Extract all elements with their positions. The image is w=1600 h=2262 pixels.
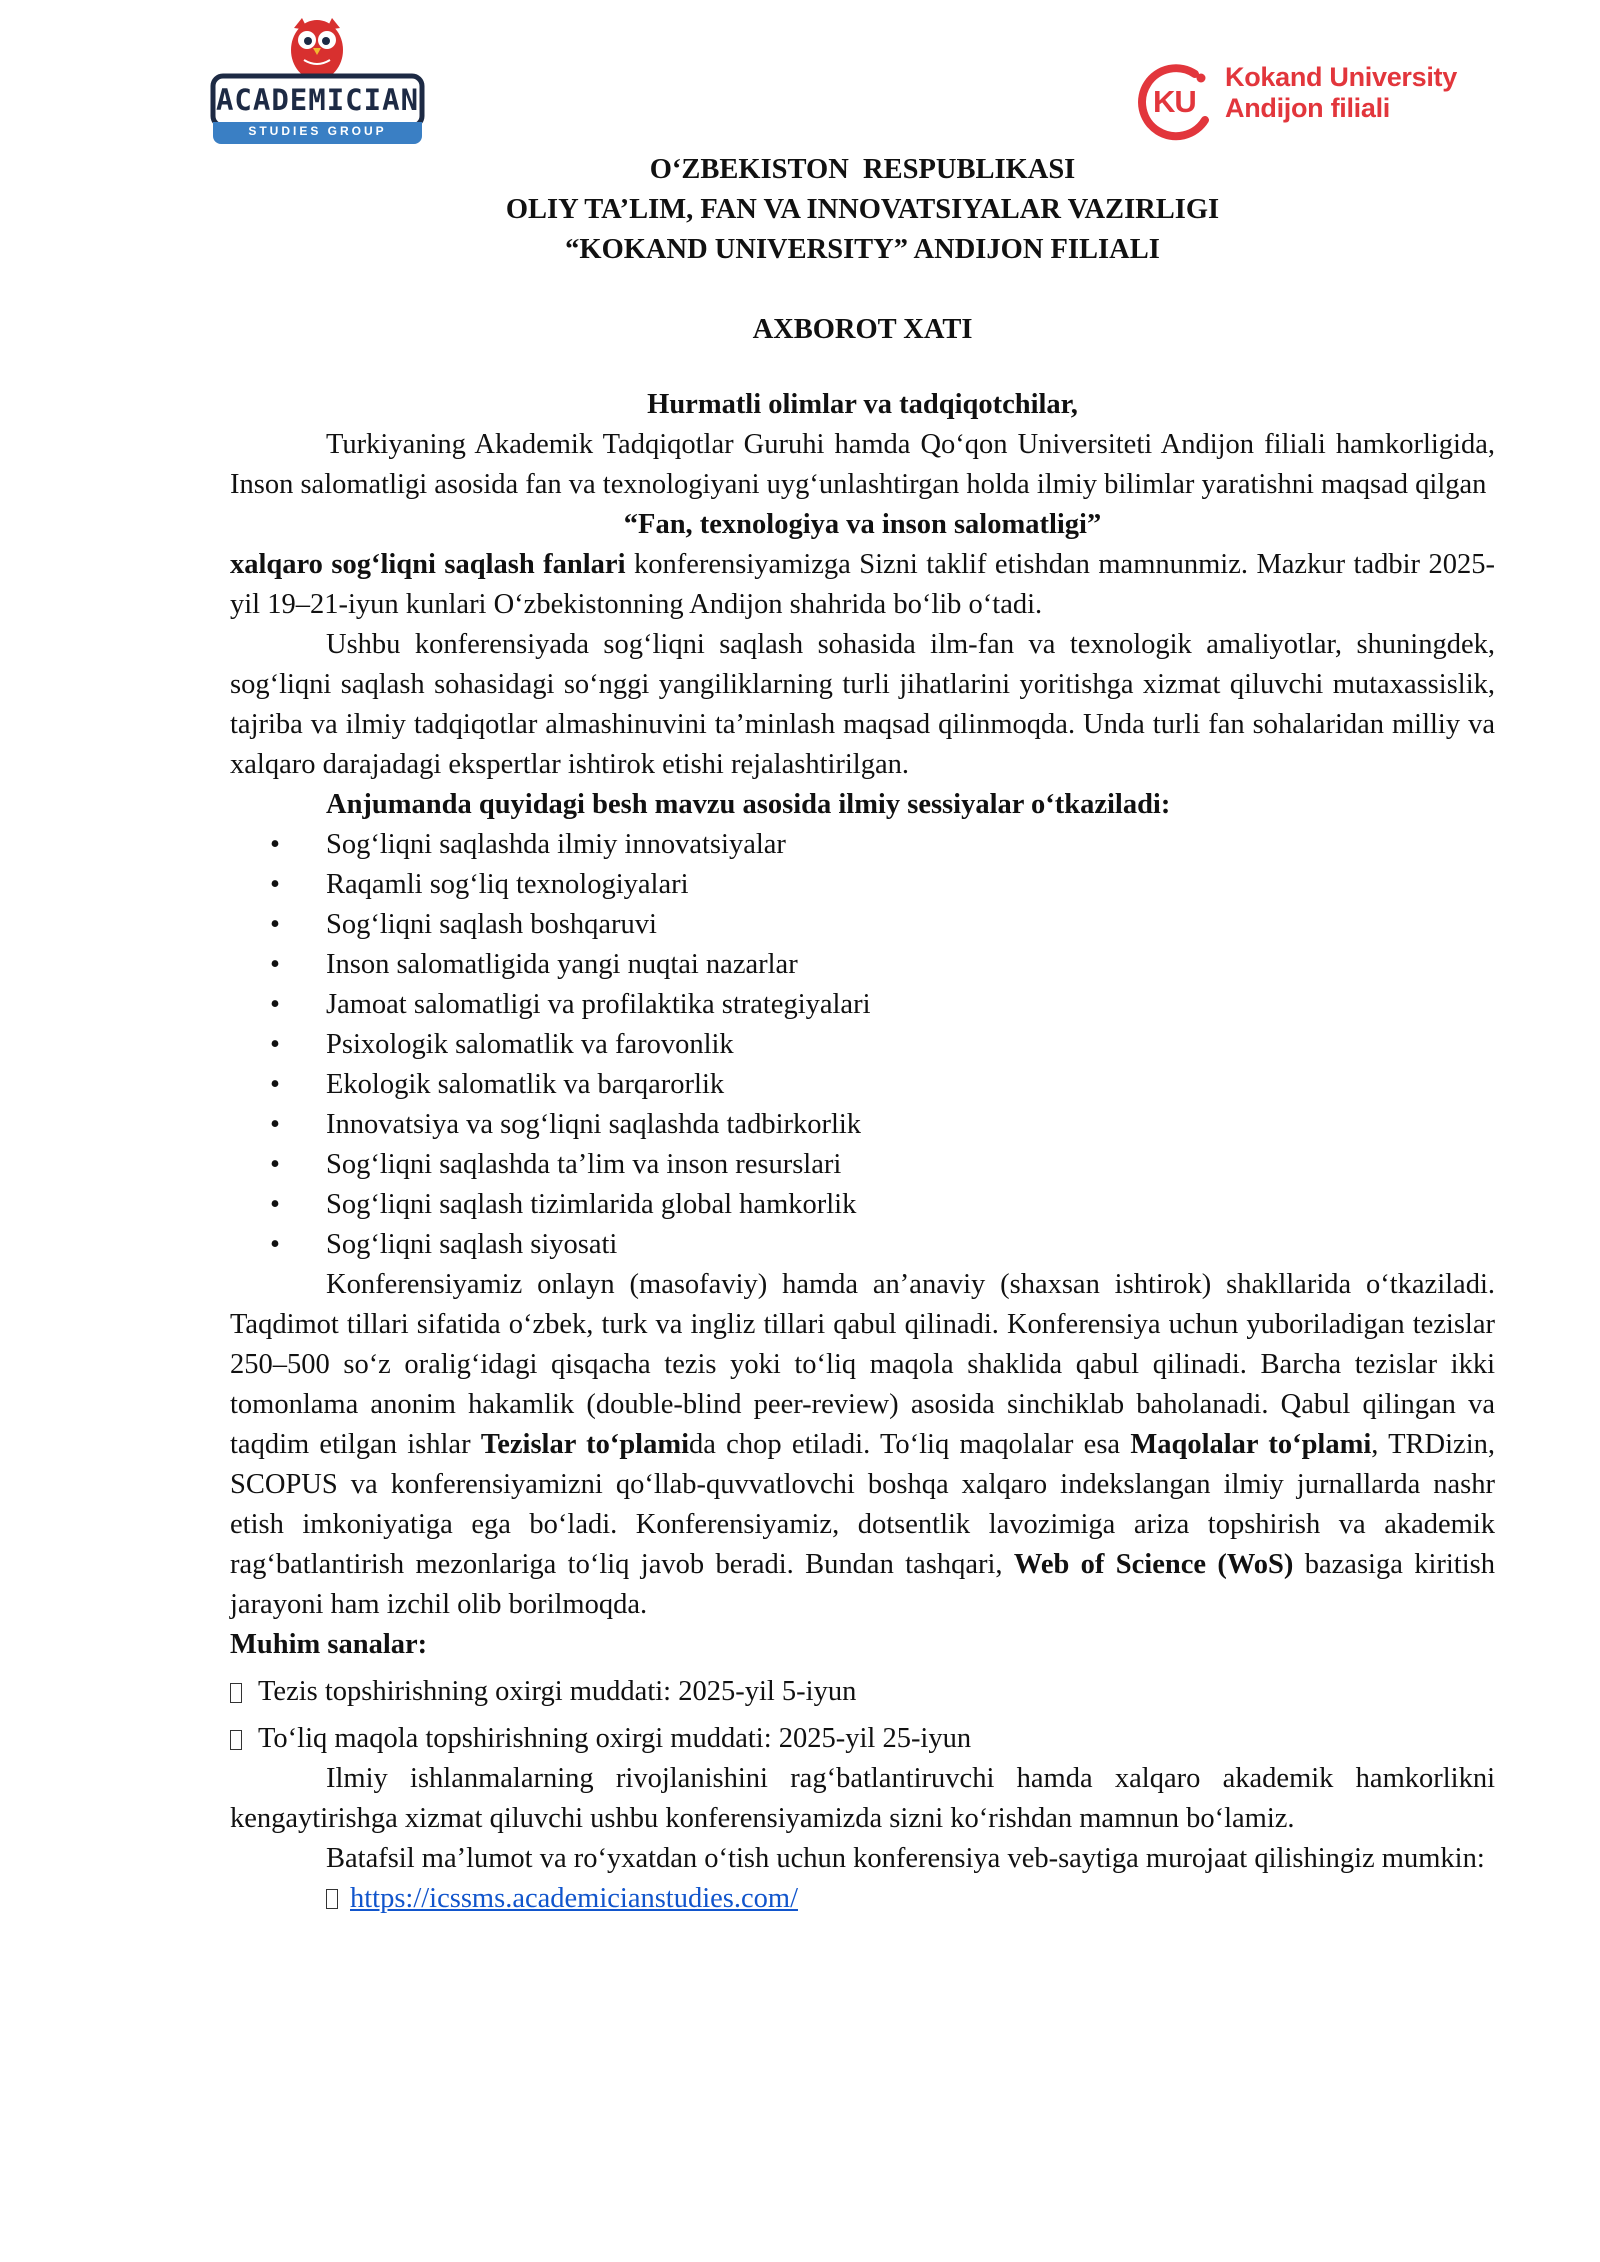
wos-label: Web of Science (WoS): [1013, 1549, 1294, 1580]
list-item: • Raqamli sog‘liq texnologiyalari: [326, 865, 1495, 905]
ku-name: Kokand University: [1225, 62, 1457, 92]
document-title: AXBOROT XATI: [752, 314, 973, 345]
invitation-lead: xalqaro sog‘liqni saqlash fanlari: [230, 549, 626, 580]
website-link[interactable]: https://icssms.academicianstudies.com/: [350, 1883, 798, 1914]
academician-logo: [210, 10, 425, 145]
list-item: • Psixologik salomatlik va farovonlik: [326, 1025, 1495, 1065]
abstracts-book: Tezislar to‘plami: [480, 1429, 690, 1460]
ku-wordmark: [1225, 62, 1457, 124]
purpose-paragraph: Ushbu konferensiyada sog‘liqni saqlash sohasida ilm-fan va texnologik amaliyotlar, shuningdek, sog‘liqni saqlash sohasidagi so‘nggi yangiliklarning turli jihatlarini yoritishga xizmat qiluvchi mutaxassislik, tajriba va ilmiy tadqiqotlar almashinuvini ta’minlash maqsad qilinmoqda. Unda turli fan sohalaridan milliy va xalqaro darajadagi ekspertlar ishtirok etishi rejalashtirilgan.: [230, 629, 1495, 780]
salutation: Hurmatli olimlar va tadqiqotchilar,: [647, 389, 1078, 420]
list-item: • Sog‘liqni saqlash tizimlarida global hamkorlik: [326, 1185, 1495, 1225]
details-paragraph: Batafsil ma’lumot va ro‘yxatdan o‘tish uchun konferensiya veb-saytiga murojaat qilishingiz mumkin:: [326, 1843, 1485, 1874]
invitation-rest: konferensiyamizga Sizni taklif etishdan mamnunmiz. Mazkur tadbir 2025-yil 19–21-iyun kunlari O‘zbekistonning Andijon shahrida bo‘lib o‘tadi.: [230, 549, 1495, 620]
ku-branch: Andijon filiali: [1225, 93, 1390, 123]
format-paragraph: [230, 1265, 1495, 1625]
academician-subtitle: STUDIES GROUP: [248, 124, 387, 138]
date-item: [230, 1719, 1495, 1759]
closing-paragraph: Ilmiy ishlanmalarning rivojlanishini rag‘batlantiruvchi hamda xalqaro akademik hamkorlikni kengaytirishga xizmat qiluvchi ushbu konferensiyamizda sizni ko‘rishdan mamnun bo‘lamiz.: [230, 1763, 1495, 1834]
papers-book: Maqolalar to‘plami: [1130, 1429, 1372, 1460]
topics-heading: Anjumanda quyidagi besh mavzu asosida ilmiy sessiyalar o‘tkaziladi:: [326, 789, 1171, 820]
ku-monogram-text: KU: [1153, 84, 1196, 119]
abstract-deadline: Tezis topshirishning oxirgi muddati: 2025-yil 5-iyun: [258, 1676, 857, 1707]
list-item: • Jamoat salomatligi va profilaktika strategiyalari: [326, 985, 1495, 1025]
paper-deadline: To‘liq maqola topshirishning oxirgi muddati: 2025-yil 25-iyun: [258, 1723, 972, 1754]
letter-body: [230, 150, 1495, 1919]
academician-wordmark: ACADEMICIAN: [215, 83, 420, 117]
topics-list: [230, 825, 1495, 1265]
list-item: • Innovatsiya va sog‘liqni saqlashda tadbirkorlik: [326, 1105, 1495, 1145]
format-text-4: bazasiga kiritish jarayoni ham izchil olib borilmoqda.: [230, 1549, 1495, 1620]
header-ministry: OLIY TA’LIM, FAN VA INNOVATSIYALAR VAZIRLIGI: [505, 194, 1220, 225]
header-institution: “KOKAND UNIVERSITY” ANDIJON FILIALI: [565, 234, 1160, 265]
list-item: • Inson salomatligida yangi nuqtai nazarlar: [326, 945, 1495, 985]
website-line: [230, 1879, 1495, 1919]
checkbox-glyph-icon: [230, 1730, 242, 1750]
date-item: [230, 1672, 1495, 1712]
list-item: • Sog‘liqni saqlashda ta’lim va inson resurslari: [326, 1145, 1495, 1185]
list-item: • Sog‘liqni saqlash boshqaruvi: [326, 905, 1495, 945]
invitation-paragraph: [230, 545, 1495, 625]
conference-title: “Fan, texnologiya va inson salomatligi”: [623, 509, 1102, 540]
format-text-2: da chop etiladi. To‘liq maqolalar esa: [689, 1429, 1131, 1460]
format-text-1: Konferensiyamiz onlayn (masofaviy) hamda an’anaviy (shaxsan ishtirok) shakllarida o‘tkaziladi. Taqdimot tillari sifatida o‘zbek, turk va ingliz tillari qabul qilinadi. Konferensiya uchun yuboriladigan tezislar 250–500 so‘z oralig‘idagi qisqacha tezis yoki to‘liq maqola shaklida qabul qilinadi. Barcha tezislar ikki tomonlama anonim hakamlik (double-blind peer-review) asosida sinchiklab baholanadi. Qabul qilingan va taqdim etilgan ishlar: [230, 1269, 1495, 1460]
checkbox-glyph-icon: [230, 1683, 242, 1703]
list-item: • Ekologik salomatlik va barqarorlik: [326, 1065, 1495, 1105]
format-text-3: , TRDizin, SCOPUS va konferensiyamizni qo‘llab-quvvatlovchi boshqa xalqaro indekslangan ilmiy jurnallarda nashr etish imkoniyatiga ega bo‘ladi. Konferensiyamiz, dotsentlik lavozimiga ariza topshirish va akademik rag‘batlantirish mezonlariga to‘liq javob beradi. Bundan tashqari,: [230, 1429, 1495, 1580]
list-item: • Sog‘liqni saqlash siyosati: [326, 1225, 1495, 1265]
dates-heading: Muhim sanalar:: [230, 1629, 428, 1660]
header-country: O‘ZBEKISTON RESPUBLIKASI: [649, 154, 1076, 185]
link-glyph-icon: [326, 1889, 338, 1909]
kokand-university-logo: [1135, 62, 1495, 147]
intro-paragraph: Turkiyaning Akademik Tadqiqotlar Guruhi hamda Qo‘qon Universiteti Andijon filiali hamkorligida, Inson salomatligi asosida fan va texnologiyani uyg‘unlashtirgan holda ilmiy bilimlar yaratishni maqsad qilgan: [230, 429, 1495, 500]
letter-header: [230, 150, 1495, 270]
list-item: • Sog‘liqni saqlashda ilmiy innovatsiyalar: [326, 825, 1495, 865]
